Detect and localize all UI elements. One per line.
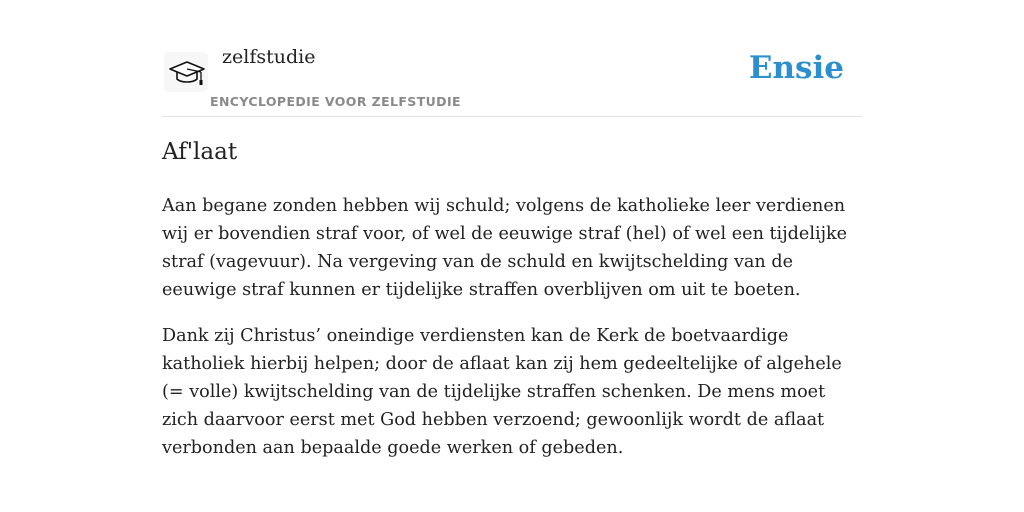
article-paragraph: Dank zij Christus’ oneindige verdiensten kan de Kerk de boetvaardige katholiek hierbij helpen; door de aflaat kan zij hem gedeeltelijke of algehele (= volle) kwijtschelding van de tijdelijke straffen schenken. De mens moet zich daarvoor eerst met God hebben verzoend; gewoonlijk wordt de aflaat verbonden aan bepaalde goede werken of gebeden. <box>162 326 842 458</box>
site-header <box>162 40 862 117</box>
site-logo[interactable] <box>164 52 208 92</box>
brand-logo-link[interactable]: Ensie <box>748 50 844 86</box>
graduation-cap-icon <box>168 58 206 88</box>
article-title: Af'laat <box>162 139 238 165</box>
site-name[interactable]: zelfstudie <box>222 46 316 68</box>
article-paragraph: Aan begane zonden hebben wij schuld; volgens de katholieke leer verdienen wij er bovendien straf voor, of wel de eeuwige straf (hel) of wel een tijdelijke straf (vagevuur). Na vergeving van de schuld en kwijtschelding van de eeuwige straf kunnen er tijdelijke straffen overblijven om uit te boeten. <box>162 196 848 300</box>
site-tagline: ENCYCLOPEDIE VOOR ZELFSTUDIE <box>210 94 461 109</box>
article-body <box>162 192 862 480</box>
